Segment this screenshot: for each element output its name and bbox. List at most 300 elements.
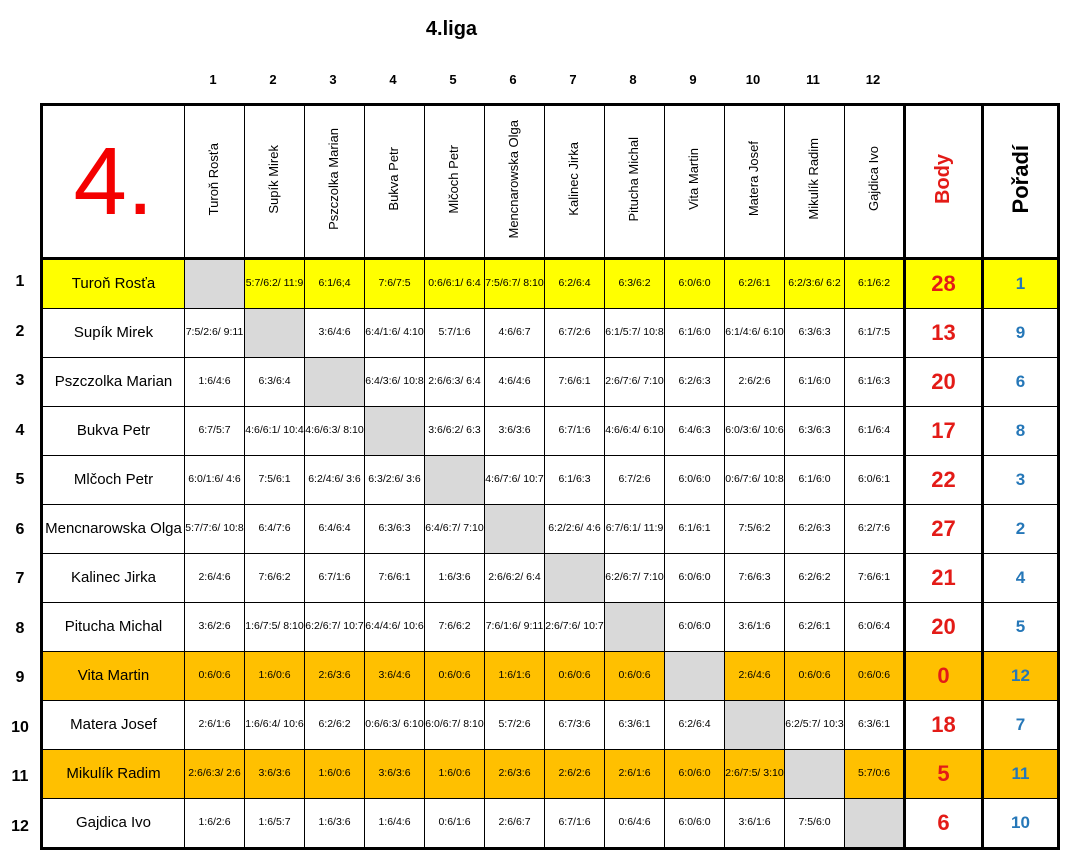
- match-result: 0:6/0:6: [857, 669, 891, 682]
- match-result-cell: [365, 259, 425, 309]
- rank-value: 11: [1011, 763, 1030, 783]
- match-result-cell: [605, 652, 665, 701]
- match-result-cell: [785, 799, 845, 849]
- match-result-cell: [545, 750, 605, 799]
- match-result-cell: [185, 652, 245, 701]
- diagonal-cell: [845, 799, 905, 849]
- match-result: 5:7/0:6: [857, 767, 891, 780]
- column-number: 6: [509, 72, 517, 87]
- match-result-cell: [425, 799, 485, 849]
- column-number: 7: [569, 72, 577, 87]
- points-value: 0: [937, 663, 950, 689]
- match-result-cell: [845, 603, 905, 652]
- match-result: 6:0/6:0: [678, 620, 711, 633]
- rank-value: 6: [1015, 371, 1026, 391]
- match-result-cell: [785, 407, 845, 456]
- diagonal-cell: [725, 701, 785, 750]
- match-result: 1:6/3:6: [318, 816, 351, 829]
- match-result-cell: [485, 554, 545, 603]
- column-header-player: [725, 105, 785, 259]
- player-name: Gajdica Ivo: [75, 813, 152, 831]
- match-result: 1:6/4:6: [198, 375, 231, 388]
- match-result: 0:6/4:6: [618, 816, 651, 829]
- rank-value: 1: [1015, 273, 1026, 293]
- match-result: 6:2/6:1: [738, 277, 771, 290]
- rank-value: 9: [1015, 322, 1026, 342]
- column-header-label: Pitucha Michal: [626, 136, 642, 222]
- match-result: 7:6/1:6/ 9:11: [485, 620, 544, 633]
- match-result: 6:1/4:6/ 6:10: [725, 326, 784, 339]
- match-result-cell: [305, 505, 365, 554]
- match-result-cell: [725, 750, 785, 799]
- match-result-cell: [425, 603, 485, 652]
- match-result-cell: [185, 456, 245, 505]
- match-result: 3:6/1:6: [738, 620, 771, 633]
- match-result-cell: [425, 407, 485, 456]
- match-result: 5:7/6:2/ 11:9: [245, 277, 304, 290]
- match-result-cell: [605, 505, 665, 554]
- match-result-cell: [425, 701, 485, 750]
- match-result-cell: [545, 358, 605, 407]
- match-result-cell: [485, 309, 545, 358]
- match-result-cell: [185, 750, 245, 799]
- points-cell: [905, 799, 983, 849]
- match-result: 1:6/1:6: [498, 669, 531, 682]
- rank-value: 7: [1015, 714, 1026, 734]
- match-result: 7:6/6:2: [258, 571, 291, 584]
- match-result: 0:6/0:6: [198, 669, 231, 682]
- match-result-cell: [605, 358, 665, 407]
- match-result-cell: [785, 554, 845, 603]
- match-result-cell: [845, 750, 905, 799]
- column-header-player: [545, 105, 605, 259]
- column-header-label: Supík Mirek: [266, 144, 282, 214]
- match-result-cell: [305, 456, 365, 505]
- match-result: 3:6/3:6: [498, 424, 531, 437]
- points-cell: [905, 652, 983, 701]
- match-result-cell: [665, 456, 725, 505]
- match-result: 6:7/1:6: [558, 816, 591, 829]
- match-result-cell: [545, 652, 605, 701]
- match-result: 4:6/6:3/ 8:10: [305, 424, 364, 437]
- rank-header-label: Pořadí: [1007, 144, 1033, 214]
- match-result: 7:5/6:7/ 8:10: [485, 277, 544, 290]
- points-value: 20: [931, 614, 956, 640]
- row-number: 2: [15, 322, 25, 340]
- rank-value: 4: [1015, 567, 1026, 587]
- match-result: 6:7/1:6: [318, 571, 351, 584]
- match-result-cell: [185, 407, 245, 456]
- match-result-cell: [485, 701, 545, 750]
- match-result: 6:1/5:7/ 10:8: [605, 326, 664, 339]
- column-number: 8: [629, 72, 637, 87]
- match-result: 1:6/4:6: [378, 816, 411, 829]
- match-result-cell: [365, 358, 425, 407]
- rank-cell: [983, 799, 1059, 849]
- match-result-cell: [545, 603, 605, 652]
- column-header-player: [245, 105, 305, 259]
- row-number: 7: [15, 570, 25, 587]
- match-result: 2:6/6:2/ 6:4: [488, 571, 541, 584]
- table-row: [42, 652, 1059, 701]
- match-result: 2:6/1:6: [198, 718, 231, 731]
- match-result-cell: [305, 259, 365, 309]
- match-result: 6:0/3:6/ 10:6: [725, 424, 784, 437]
- column-numbers: [183, 72, 903, 92]
- match-result: 6:1/6;4: [318, 277, 351, 290]
- match-result: 6:3/2:6/ 3:6: [368, 473, 421, 486]
- column-header-label: Vita Martin: [686, 147, 702, 210]
- column-number: 10: [745, 72, 761, 87]
- match-result: 6:2/4:6/ 3:6: [308, 473, 361, 486]
- match-result: 6:7/1:6: [558, 424, 591, 437]
- column-header-player: [605, 105, 665, 259]
- match-result-cell: [305, 603, 365, 652]
- points-cell: [905, 456, 983, 505]
- rank-header: [983, 105, 1059, 259]
- match-result-cell: [665, 505, 725, 554]
- match-result: 6:2/6:4: [558, 277, 591, 290]
- match-result-cell: [785, 309, 845, 358]
- player-name: Turoň Rosťa: [71, 274, 156, 292]
- match-result: 2:6/4:6: [738, 669, 771, 682]
- player-name-cell: [42, 701, 185, 750]
- table-row: [42, 456, 1059, 505]
- match-result: 6:2/5:7/ 10:3: [785, 718, 844, 731]
- rank-cell: [983, 652, 1059, 701]
- column-header-label: Mlčoch Petr: [446, 144, 462, 214]
- table-row: [42, 554, 1059, 603]
- match-result-cell: [245, 456, 305, 505]
- match-result: 0:6/1:6: [438, 816, 471, 829]
- match-result: 2:6/6:7: [498, 816, 531, 829]
- match-result-cell: [305, 750, 365, 799]
- player-name: Bukva Petr: [76, 421, 151, 439]
- player-name: Pitucha Michal: [64, 617, 163, 635]
- rank-cell: [983, 456, 1059, 505]
- match-result: 6:2/6:4: [678, 718, 711, 731]
- match-result-cell: [725, 259, 785, 309]
- match-result: 6:1/6:0: [798, 375, 831, 388]
- column-header-player: [665, 105, 725, 259]
- match-result-cell: [245, 259, 305, 309]
- match-result: 6:0/6:0: [678, 571, 711, 584]
- points-value: 20: [931, 369, 956, 395]
- match-result: 6:7/2:6: [618, 473, 651, 486]
- match-result-cell: [725, 554, 785, 603]
- rank-cell: [983, 309, 1059, 358]
- match-result-cell: [485, 259, 545, 309]
- match-result-cell: [365, 603, 425, 652]
- match-result: 1:6/0:6: [318, 767, 351, 780]
- match-result-cell: [725, 652, 785, 701]
- rank-cell: [983, 358, 1059, 407]
- match-result: 6:4/3:6/ 10:8: [365, 375, 424, 388]
- column-header-player: [485, 105, 545, 259]
- match-result: 5:7/2:6: [498, 718, 531, 731]
- match-result: 4:6/7:6/ 10:7: [485, 473, 544, 486]
- match-result: 1:6/3:6: [438, 571, 471, 584]
- match-result: 6:2/6:2: [798, 571, 831, 584]
- match-result: 6:0/6:0: [678, 277, 711, 290]
- match-result: 6:1/6:3: [857, 375, 891, 388]
- match-result-cell: [785, 358, 845, 407]
- match-result-cell: [665, 603, 725, 652]
- rank-value: 3: [1015, 469, 1026, 489]
- player-name: Mencnarowska Olga: [45, 519, 182, 537]
- table-row: [42, 799, 1059, 849]
- player-name: Supík Mirek: [73, 323, 154, 341]
- match-result: 2:6/7:6/ 7:10: [605, 375, 664, 388]
- points-cell: [905, 603, 983, 652]
- match-result: 6:3/6:4: [258, 375, 291, 388]
- match-result-cell: [725, 407, 785, 456]
- match-result-cell: [725, 799, 785, 849]
- diagonal-cell: [365, 407, 425, 456]
- match-result: 6:1/6:4: [857, 424, 891, 437]
- column-number: 1: [209, 72, 217, 87]
- match-result: 6:0/6:7/ 8:10: [425, 718, 484, 731]
- player-name-cell: [42, 603, 185, 652]
- match-result-cell: [185, 701, 245, 750]
- match-result: 0:6/7:6/ 10:8: [725, 473, 784, 486]
- match-result: 0:6/0:6: [798, 669, 831, 682]
- match-result-cell: [425, 358, 485, 407]
- points-value: 5: [937, 761, 950, 787]
- match-result: 7:6/6:1: [378, 571, 411, 584]
- match-result-cell: [245, 407, 305, 456]
- match-result-cell: [365, 456, 425, 505]
- points-cell: [905, 309, 983, 358]
- points-cell: [905, 701, 983, 750]
- match-result: 6:0/6:0: [678, 473, 711, 486]
- match-result: 2:6/7:5/ 3:10: [725, 767, 784, 780]
- match-result: 3:6/3:6: [258, 767, 291, 780]
- points-cell: [905, 554, 983, 603]
- match-result: 6:1/7:5: [857, 326, 891, 339]
- row-number: 4: [15, 421, 25, 439]
- points-cell: [905, 259, 983, 309]
- match-result-cell: [185, 358, 245, 407]
- row-number: 1: [15, 273, 25, 290]
- match-result: 6:2/6:2: [318, 718, 351, 731]
- match-result-cell: [185, 603, 245, 652]
- match-result: 6:3/6:3: [798, 326, 831, 339]
- match-result-cell: [365, 554, 425, 603]
- points-value: 18: [931, 712, 956, 738]
- match-result: 7:6/6:3: [738, 571, 771, 584]
- match-result: 6:4/6:4: [318, 522, 351, 535]
- points-value: 13: [931, 320, 956, 346]
- column-header-player: [425, 105, 485, 259]
- match-result: 2:6/3:6: [318, 669, 351, 682]
- match-result-cell: [485, 603, 545, 652]
- match-result-cell: [665, 750, 725, 799]
- match-result: 6:3/6:2: [618, 277, 651, 290]
- row-number: 10: [11, 718, 29, 736]
- table-row: [42, 358, 1059, 407]
- match-result: 5:7/7:6/ 10:8: [185, 522, 244, 535]
- match-result-cell: [485, 358, 545, 407]
- match-result: 3:6/3:6: [378, 767, 411, 780]
- diagonal-cell: [185, 259, 245, 309]
- match-result-cell: [845, 652, 905, 701]
- match-result-cell: [845, 358, 905, 407]
- row-number: 6: [15, 520, 25, 538]
- player-name-cell: [42, 505, 185, 554]
- column-number: 4: [389, 72, 397, 87]
- match-result-cell: [725, 309, 785, 358]
- match-result-cell: [545, 259, 605, 309]
- match-result-cell: [485, 799, 545, 849]
- match-result-cell: [545, 309, 605, 358]
- match-result: 6:4/1:6/ 4:10: [365, 326, 424, 339]
- match-result: 6:1/6:2: [857, 277, 891, 290]
- player-name-cell: [42, 309, 185, 358]
- row-number: 5: [15, 471, 25, 488]
- column-header-label: Matera Josef: [746, 141, 762, 217]
- match-result: 2:6/2:6: [738, 375, 771, 388]
- match-result-cell: [185, 505, 245, 554]
- diagonal-cell: [305, 358, 365, 407]
- match-result: 7:5/6:1: [258, 473, 291, 486]
- points-value: 28: [931, 271, 956, 297]
- match-result-cell: [305, 309, 365, 358]
- match-result: 6:0/6:0: [678, 767, 711, 780]
- column-number: 9: [689, 72, 697, 87]
- match-result: 1:6/2:6: [198, 816, 231, 829]
- match-result-cell: [665, 407, 725, 456]
- column-header-label: Bukva Petr: [386, 147, 402, 211]
- match-result-cell: [725, 358, 785, 407]
- match-result: 6:0/6:0: [678, 816, 711, 829]
- points-cell: [905, 358, 983, 407]
- match-result: 0:6/6:3/ 6:10: [365, 718, 424, 731]
- match-result: 6:1/6:0: [678, 326, 711, 339]
- match-result-cell: [365, 652, 425, 701]
- row-number: 12: [11, 817, 29, 835]
- match-result-cell: [305, 799, 365, 849]
- match-result-cell: [785, 259, 845, 309]
- match-result-cell: [725, 603, 785, 652]
- match-result: 6:7/2:6: [558, 326, 591, 339]
- match-result-cell: [665, 358, 725, 407]
- column-header-label: Gajdica Ivo: [865, 146, 881, 212]
- match-result-cell: [365, 701, 425, 750]
- match-result-cell: [665, 309, 725, 358]
- table-row: [42, 259, 1059, 309]
- diagonal-cell: [545, 554, 605, 603]
- table-row: [42, 309, 1059, 358]
- match-result-cell: [485, 456, 545, 505]
- column-number: 2: [269, 72, 277, 87]
- match-result: 2:6/3:6: [498, 767, 531, 780]
- points-value: 22: [931, 467, 956, 493]
- match-result-cell: [425, 259, 485, 309]
- rank-value: 10: [1011, 812, 1030, 832]
- match-result-cell: [365, 799, 425, 849]
- match-result: 6:4/6:3: [678, 424, 711, 437]
- match-result: 6:4/6:7/ 7:10: [425, 522, 484, 535]
- row-number: 8: [15, 619, 25, 637]
- match-result-cell: [425, 505, 485, 554]
- match-result-cell: [545, 799, 605, 849]
- match-result-cell: [545, 701, 605, 750]
- match-result-cell: [845, 505, 905, 554]
- match-result: 6:3/6:1: [857, 718, 891, 731]
- rank-cell: [983, 259, 1059, 309]
- player-name-cell: [42, 652, 185, 701]
- match-result-cell: [605, 701, 665, 750]
- match-result-cell: [545, 407, 605, 456]
- body-header: [905, 105, 983, 259]
- match-result-cell: [665, 799, 725, 849]
- body-header-label: Body: [932, 153, 954, 204]
- column-header-player: [185, 105, 245, 259]
- results-table: [40, 103, 1060, 850]
- match-result: 2:6/6:3/ 6:4: [428, 375, 481, 388]
- points-cell: [905, 407, 983, 456]
- match-result: 7:6/6:1: [558, 375, 591, 388]
- match-result: 6:4/7:6: [258, 522, 291, 535]
- match-result-cell: [425, 652, 485, 701]
- table-row: [42, 701, 1059, 750]
- match-result-cell: [665, 701, 725, 750]
- match-result: 1:6/0:6: [258, 669, 291, 682]
- match-result-cell: [185, 799, 245, 849]
- match-result: 6:3/6:3: [798, 424, 831, 437]
- rank-value: 5: [1015, 616, 1026, 636]
- match-result-cell: [845, 701, 905, 750]
- player-name: Mlčoch Petr: [73, 470, 154, 488]
- match-result: 7:5/6:0: [798, 816, 831, 829]
- match-result-cell: [845, 554, 905, 603]
- match-result: 3:6/6:2/ 6:3: [428, 424, 481, 437]
- match-result: 2:6/4:6: [198, 571, 231, 584]
- match-result: 6:3/6:3: [378, 522, 411, 535]
- column-number: 12: [865, 72, 881, 87]
- match-result: 7:5/2:6/ 9:11: [185, 326, 244, 339]
- column-header-player: [845, 105, 905, 259]
- player-name-cell: [42, 358, 185, 407]
- column-header-player: [785, 105, 845, 259]
- match-result: 3:6/4:6: [318, 326, 351, 339]
- row-number: 3: [15, 372, 25, 389]
- match-result: 6:1/6:3: [558, 473, 591, 486]
- match-result-cell: [725, 505, 785, 554]
- rank-cell: [983, 701, 1059, 750]
- points-value: 27: [931, 516, 956, 542]
- league-corner-label: [42, 105, 185, 259]
- player-name-cell: [42, 750, 185, 799]
- match-result-cell: [245, 603, 305, 652]
- diagonal-cell: [425, 456, 485, 505]
- match-result-cell: [605, 799, 665, 849]
- match-result-cell: [245, 554, 305, 603]
- match-result-cell: [665, 554, 725, 603]
- match-result: 6:2/6:7/ 7:10: [605, 571, 664, 584]
- player-name-cell: [42, 456, 185, 505]
- match-result-cell: [605, 259, 665, 309]
- points-cell: [905, 505, 983, 554]
- rank-value: 2: [1015, 518, 1026, 538]
- rank-cell: [983, 554, 1059, 603]
- match-result-cell: [245, 505, 305, 554]
- match-result: 6:2/2:6/ 4:6: [548, 522, 601, 535]
- match-result: 7:6/6:1: [857, 571, 891, 584]
- match-result-cell: [185, 554, 245, 603]
- match-result: 3:6/1:6: [738, 816, 771, 829]
